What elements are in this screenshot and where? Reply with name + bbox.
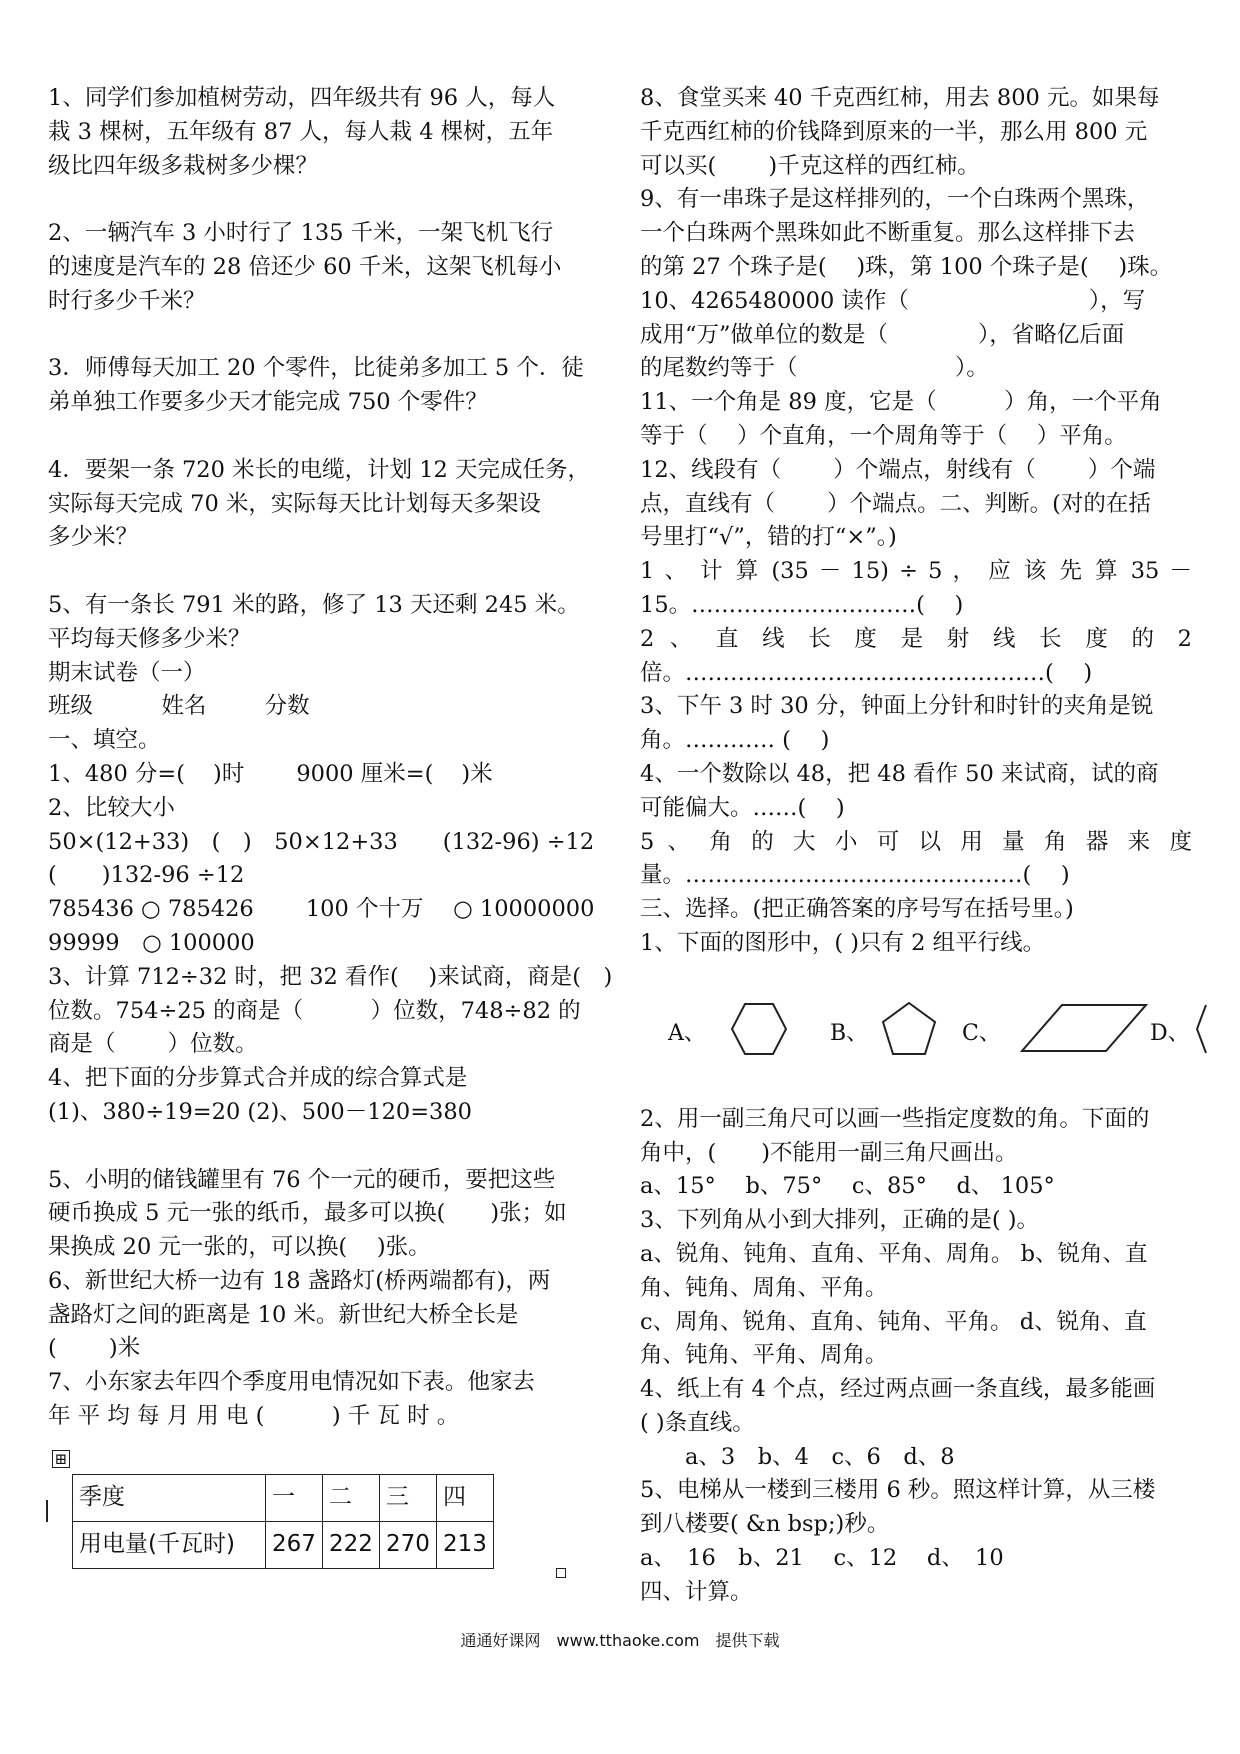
- fill-question-9: [640, 183, 1192, 284]
- judge-question-5: [640, 826, 1192, 894]
- text-line: 千克西红柿的价钱降到原来的一半，那么用 800 元: [640, 118, 1148, 145]
- text-line: a、3 b、4 c、6 d、8: [640, 1443, 955, 1470]
- text-line: 785436 ○ 785426 100 个十万 ○ 10000000: [48, 896, 595, 923]
- right-column: [640, 82, 1192, 1610]
- text-line: 盏路灯之间的距离是 10 米。新世纪大桥全长是: [48, 1301, 519, 1328]
- text-line: 到八楼要( &n bsp;)秒。: [640, 1511, 890, 1538]
- text-line: 7、小东家去年四个季度用电情况如下表。他家去: [48, 1369, 535, 1396]
- question-3: [48, 352, 596, 420]
- text-line: 50×(12+33) ( ) 50×12+33 (132-96) ÷12: [48, 828, 595, 855]
- section-heading: 一、填空。: [48, 727, 161, 754]
- text-line: 3、下列角从小到大排列，正确的是( )。: [640, 1207, 1040, 1234]
- text-line: 级比四年级多栽树多少棵？: [48, 152, 319, 179]
- text-fragment: 9000 厘米=(: [296, 760, 434, 787]
- table-cell: 267: [266, 1521, 323, 1568]
- text-line: 9、有一串珠子是这样排列的，一个白珠两个黑珠，: [640, 186, 1150, 213]
- choice-question-1: 1、下面的图形中，( )只有 2 组平行线。: [640, 929, 1046, 956]
- fill-question-5: [48, 1164, 596, 1265]
- text-line: (1)、380÷19=20 (2)、500－120=380: [48, 1098, 472, 1125]
- text-line: 12、线段有（ ）个端点，射线有（ ）个端: [640, 456, 1156, 483]
- page-footer: 通通好课网 www.tthaoke.com 提供下载: [460, 1631, 780, 1650]
- text-line: 3、下午 3 时 30 分，钟面上分针和时针的夹角是锐: [640, 693, 1154, 720]
- shape-options-row: [640, 999, 1192, 1103]
- header-fields: [48, 690, 596, 724]
- text-line: ( )条直线。: [640, 1409, 755, 1436]
- text-line: a、锐角、钝角、直角、平角、周角。 b、锐角、直: [640, 1240, 1148, 1267]
- text-line: 4．要架一条 720 米长的电缆，计划 12 天完成任务，: [48, 456, 591, 483]
- fill-question-2-title: 2、比较大小: [48, 794, 175, 821]
- section-heading: 三、选择。(把正确答案的序号写在括号里。): [640, 896, 1074, 923]
- text-line: 5、有一条长 791 米的路，修了 13 天还剩 245 米。: [48, 591, 580, 618]
- table-row: [73, 1521, 494, 1568]
- choice-question-5: [640, 1474, 1192, 1575]
- judge-question-2: [640, 623, 1192, 691]
- text-line: ( )132-96 ÷12: [48, 862, 245, 889]
- option-label-b: B、: [830, 1020, 869, 1046]
- fill-question-11: [640, 386, 1192, 454]
- judge-question-3: [640, 690, 1192, 758]
- text-line: 角。………… ( ): [640, 727, 830, 754]
- left-column: [48, 82, 613, 1574]
- text-line: 的第 27 个珠子是( )珠，第 100 个珠子是( )珠。: [640, 253, 1173, 280]
- table-cell: 季度: [73, 1474, 266, 1521]
- parallelogram-icon: [1020, 999, 1150, 1059]
- text-line: 5、电梯从一楼到三楼用 6 秒。照这样计算，从三楼: [640, 1477, 1156, 1504]
- table-cell: 270: [380, 1521, 437, 1568]
- text-line: 位数。754÷25 的商是（ ）位数，748÷82 的: [48, 997, 581, 1024]
- text-line: 硬币换成 5 元一张的纸币，最多可以换( )张；如: [48, 1200, 567, 1227]
- text-line: 可以买( )千克这样的西红柿。: [640, 152, 980, 179]
- table-cell: 213: [437, 1521, 494, 1568]
- text-line: 4、纸上有 4 个点，经过两点画一条直线，最多能画: [640, 1376, 1156, 1403]
- text-line: 点，直线有（ ）个端点。二、判断。(对的在括: [640, 490, 1151, 517]
- text-line: 的尾数约等于（ ）。: [640, 355, 989, 382]
- text-line: 倍。…………………………………………( ): [640, 659, 1093, 686]
- table-cell: 三: [380, 1474, 437, 1521]
- text-line: 等于（ ）个直角，一个周角等于（ ）平角。: [640, 422, 1127, 449]
- text-fragment: 1、480 分=(: [48, 760, 186, 787]
- text-line: a、15° b、75° c、85° d、 105°: [640, 1173, 1055, 1200]
- option-label-c: C、: [962, 1020, 1001, 1046]
- question-1: [48, 82, 596, 183]
- text-line: 可能偏大。……( ): [640, 794, 845, 821]
- table-cell: 222: [323, 1521, 380, 1568]
- text-line: 弟单独工作要多少天才能完成 750 个零件？: [48, 389, 488, 416]
- text-line: 角、钝角、平角、周角。: [640, 1342, 888, 1369]
- text-line: 时行多少千米？: [48, 287, 206, 314]
- text-line: ( )米: [48, 1335, 141, 1362]
- text-line: 角、钝角、周角、平角。: [640, 1274, 888, 1301]
- fill-question-1: [48, 758, 596, 792]
- table-move-handle-icon[interactable]: ⊞: [52, 1450, 70, 1468]
- text-line: 1 、 计 算 (35 － 15) ÷ 5 ， 应 该 先 算 35 －: [640, 558, 1192, 585]
- text-line: 99999 ○ 100000: [48, 929, 255, 956]
- table-cell: 二: [323, 1474, 380, 1521]
- fill-question-4: [48, 1062, 596, 1130]
- fill-question-10: [640, 285, 1192, 386]
- text-line: 平均每天修多少米？: [48, 625, 251, 652]
- question-5: [48, 589, 596, 657]
- text-line: 商是（ ）位数。: [48, 1031, 258, 1058]
- text-line: 6、新世纪大桥一边有 18 盏路灯(桥两端都有)，两: [48, 1267, 551, 1294]
- text-line: 5 、 角 的 大 小 可 以 用 量 角 器 来 度: [640, 828, 1192, 855]
- pentagon-icon: [880, 999, 938, 1059]
- table-cell: 一: [266, 1474, 323, 1521]
- text-line: 2 、 直 线 长 度 是 射 线 长 度 的 2: [640, 625, 1192, 652]
- text-line: 8、食堂买来 40 千克西红柿，用去 800 元。如果每: [640, 85, 1160, 111]
- text-line: 的速度是汽车的 28 倍还少 60 千米，这架飞机每小: [48, 253, 562, 280]
- hexagon-icon: [730, 999, 788, 1059]
- text-line: 2、用一副三角尺可以画一些指定度数的角。下面的: [640, 1105, 1150, 1132]
- fill-question-6: [48, 1265, 596, 1366]
- table-cell: 四: [437, 1474, 494, 1521]
- text-line: 多少米？: [48, 524, 139, 551]
- class-field-label: 班级: [48, 693, 94, 720]
- text-line: 3．师傅每天加工 20 个零件，比徒弟多加工 5 个．徒: [48, 355, 584, 382]
- text-line: 果换成 20 元一张的，可以换( )张。: [48, 1234, 431, 1261]
- text-line: 10、4265480000 读作（ ），写: [640, 287, 1146, 314]
- exam-title: 期末试卷（一）: [48, 659, 206, 686]
- text-line: 栽 3 棵树，五年级有 87 人，每人栽 4 棵树，五年: [48, 118, 554, 145]
- text-line: 4、一个数除以 48，把 48 看作 50 来试商，试的商: [640, 760, 1159, 787]
- text-line: 5、小明的储钱罐里有 76 个一元的硬币，要把这些: [48, 1166, 556, 1193]
- question-4: [48, 454, 596, 555]
- question-2: [48, 217, 596, 318]
- judge-question-4: [640, 758, 1192, 826]
- text-line: 号里打“√”，错的打“×”。): [640, 524, 897, 551]
- line-marker: [46, 1500, 48, 1522]
- name-field-label: 姓名: [161, 693, 207, 720]
- judge-question-1: [640, 555, 1192, 623]
- text-fragment: )米: [461, 760, 493, 787]
- fill-question-3: [48, 961, 613, 1062]
- text-line: c、周角、锐角、直角、钝角、平角。 d、锐角、直: [640, 1308, 1147, 1335]
- choice-question-4: [640, 1373, 1192, 1474]
- text-line: 年 平 均 每 月 用 电 ( ) 千 瓦 时 。: [48, 1403, 460, 1430]
- text-line: 角中，( )不能用一副三角尺画出。: [640, 1139, 1018, 1166]
- text-line: 一个白珠两个黑珠如此不断重复。那么这样排下去: [640, 220, 1136, 247]
- partial-shape-icon: [1196, 999, 1208, 1059]
- table-cell: 用电量(千瓦时): [73, 1521, 266, 1568]
- electricity-table: [72, 1474, 494, 1569]
- option-label-d: D、: [1150, 1020, 1190, 1046]
- text-line: 2、一辆汽车 3 小时行了 135 千米，一架飞机飞行: [48, 220, 554, 247]
- choice-question-2: [640, 1103, 1192, 1204]
- fill-question-12: [640, 454, 1192, 555]
- text-fragment: )时: [213, 760, 245, 787]
- text-line: 11、一个角是 89 度，它是（ ）角，一个平角: [640, 389, 1162, 416]
- text-line: 1、同学们参加植树劳动，四年级共有 96 人，每人: [48, 85, 556, 111]
- text-line: 3、计算 712÷32 时，把 32 看作( )来试商，商是( ): [48, 963, 613, 990]
- electricity-table-area: [48, 1450, 596, 1574]
- section-heading: 四、计算。: [640, 1578, 753, 1605]
- choice-question-3: [640, 1204, 1192, 1373]
- text-line: 15。…………………………( ): [640, 591, 964, 618]
- table-row: [73, 1474, 494, 1521]
- text-line: 4、把下面的分步算式合并成的综合算式是: [48, 1065, 468, 1092]
- option-label-a: A、: [668, 1020, 706, 1046]
- text-line: 量。………………………………………( ): [640, 862, 1070, 889]
- text-line: 实际每天完成 70 米，实际每天比计划每天多架设: [48, 490, 541, 517]
- text-line: a、 16 b、21 c、12 d、 10: [640, 1545, 1004, 1572]
- table-resize-handle[interactable]: [556, 1568, 566, 1578]
- text-line: 成用“万”做单位的数是（ ），省略亿后面: [640, 321, 1125, 348]
- score-field-label: 分数: [264, 693, 310, 720]
- fill-question-7: [48, 1366, 596, 1434]
- fill-question-8: [640, 82, 1192, 183]
